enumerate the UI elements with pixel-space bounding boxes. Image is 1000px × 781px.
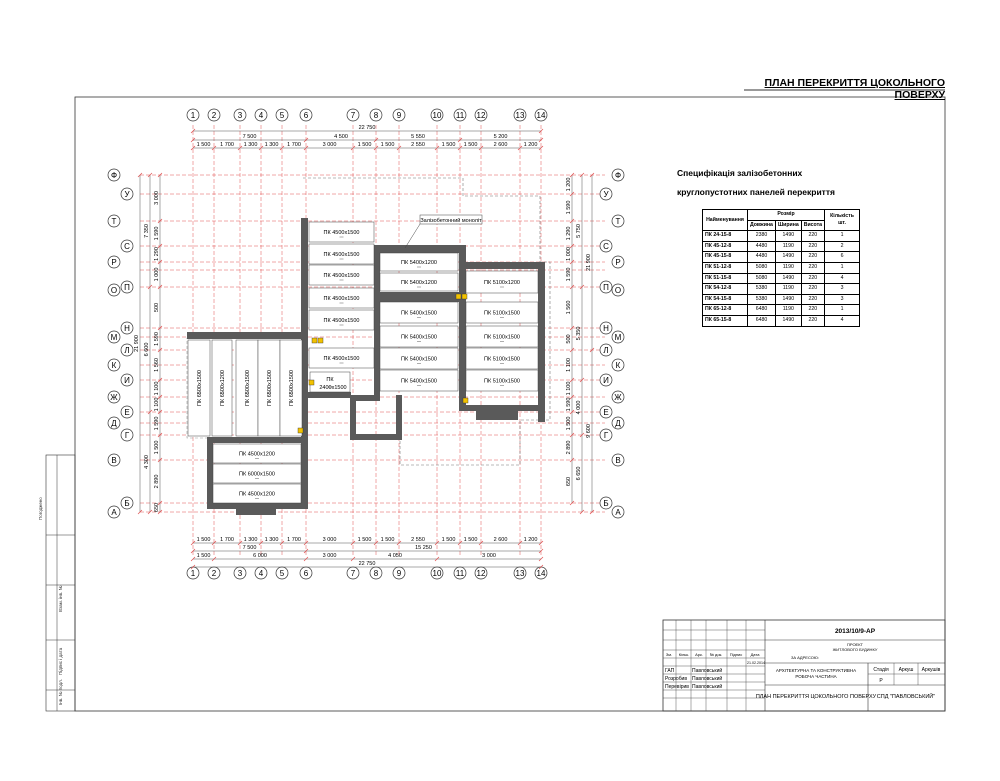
dim-right-col3-label: 21 900 — [586, 254, 592, 271]
spec-cell-width: 1190 — [775, 241, 801, 252]
monolith-label: Залізобетонний моноліт — [420, 218, 482, 224]
axis-number-label: 13 — [515, 569, 525, 578]
axis-letter-label: П — [603, 283, 609, 292]
spec-cell-height: 220 — [801, 273, 824, 284]
dim-right-col2-label: 6 650 — [576, 466, 582, 481]
panel-5400-label: ПК 5400x1200 — [401, 280, 437, 286]
dim-bottom-row2a-label: 15 250 — [415, 545, 432, 551]
spec-cell-name: ПК 51-15-8 — [703, 273, 748, 284]
spec-cell-name: ПК 54-15-8 — [703, 294, 748, 305]
dim-left-col1-label: 3 000 — [154, 191, 160, 205]
stamp-project2: ЖИТЛОВОГО БУДИНКУ — [832, 647, 878, 652]
spec-cell-qty: 2 — [825, 241, 860, 252]
spec-cell-name: ПК 65-12-8 — [703, 305, 748, 316]
axis-number-label: 11 — [455, 111, 465, 120]
panel-6500-label: ПК 6500x1200 — [220, 370, 226, 406]
panel-2400-label1: ПК — [326, 377, 334, 383]
dim-bottom-row2b-label: 3 000 — [322, 553, 337, 559]
spec-cell-width: 1190 — [775, 305, 801, 316]
dim-bottom-row1-label: 1 700 — [287, 537, 301, 543]
stamp-role: Розробив — [665, 676, 688, 682]
dim-bottom-row2b-label: 3 000 — [482, 553, 496, 559]
stamp-head: № док. — [709, 652, 723, 657]
axis-number-label: 14 — [536, 111, 546, 120]
dim-bottom-total-label: 22 750 — [358, 561, 376, 567]
axis-letter-label: В — [615, 456, 621, 465]
axis-number-label: 12 — [476, 111, 486, 120]
spec-cell-width: 1490 — [775, 294, 801, 305]
panel-5100-label: ПК 5100x1500 — [484, 310, 520, 317]
stamp-role: Перевірив — [665, 684, 689, 690]
axis-number-label: 9 — [396, 111, 402, 120]
spec-row — [703, 273, 860, 284]
panel-2400-label2: 2400x1500 — [319, 385, 347, 391]
dim-left-col1-label: 1 560 — [154, 358, 160, 372]
spec-row — [703, 315, 860, 326]
dim-bottom-row2a-label: 7 500 — [242, 545, 257, 551]
spec-cell-name: ПК 51-12-8 — [703, 262, 748, 273]
dim-left-col1-label: 1 590 — [154, 332, 160, 346]
dim-top-row2-label: 1 500 — [357, 142, 372, 148]
panel-5400-label: ПК 5400x1500 — [401, 356, 437, 363]
axis-letter-label: Л — [124, 346, 130, 355]
dim-bottom-row2b-label: 6 000 — [253, 553, 267, 559]
spec-row — [703, 231, 860, 242]
dim-left-col2-label: 7 350 — [144, 224, 150, 238]
stamp-sheets-head: Аркушів — [921, 667, 941, 673]
stamp-head: Зм. — [665, 652, 673, 657]
axis-letter-label: У — [603, 190, 609, 199]
stamp-part2: РОБОЧА ЧАСТИНА — [795, 674, 837, 679]
spec-title-line1: Специфікація залізобетонних — [677, 168, 803, 178]
dim-right-col2-label: 5 350 — [576, 326, 582, 341]
axis-letter-label: Р — [111, 258, 117, 267]
wall — [396, 395, 402, 440]
axis-number-label: 5 — [279, 111, 285, 120]
wall — [207, 437, 213, 507]
spec-cell-length: 6480 — [748, 305, 776, 316]
axis-letter-label: Н — [124, 324, 130, 333]
dim-bottom-row1-label: 1 500 — [441, 537, 456, 543]
anchor-marker — [298, 428, 303, 433]
axis-letter-label: Л — [603, 346, 609, 355]
spec-cell-name: ПК 45-15-8 — [703, 252, 748, 263]
dim-top-row2-label: 2 600 — [493, 142, 508, 148]
monolith-leader — [405, 224, 420, 248]
axis-letter-label: Ф — [614, 171, 622, 180]
dim-bottom-row1-label: 1 300 — [264, 537, 279, 543]
dim-right-col1-label: 1 000 — [566, 247, 572, 261]
spec-cell-qty: 6 — [825, 252, 860, 263]
spec-cell-qty: 1 — [825, 262, 860, 273]
spec-cell-length: 2380 — [748, 231, 776, 242]
axis-number-label: 2 — [211, 111, 217, 120]
spec-head-width: Ширина — [775, 220, 801, 231]
anchor-marker — [462, 294, 467, 299]
dim-bottom-row1-label: 2 550 — [411, 537, 425, 543]
dim-bottom-row1-label: 1 500 — [196, 537, 211, 543]
spec-cell-length: 5080 — [748, 262, 776, 273]
axis-number-label: 3 — [237, 111, 243, 120]
wall — [350, 434, 402, 440]
axis-number-label: 4 — [258, 569, 264, 578]
stamp-project1: ПРОЕКТ — [846, 642, 864, 647]
wall — [476, 410, 518, 420]
dim-top-row1-label: 5 550 — [411, 134, 425, 140]
spec-cell-qty: 1 — [825, 231, 860, 242]
dim-right-col1-label: 1 100 — [566, 381, 572, 396]
axis-letter-label: К — [615, 361, 621, 370]
axis-letter-label: А — [615, 508, 621, 517]
spec-cell-qty: 4 — [825, 315, 860, 326]
wall — [350, 395, 356, 440]
panel-bottom-label: ПК 4500x1200 — [239, 451, 275, 458]
dim-left-col1-label: 1 000 — [154, 267, 160, 282]
spec-row — [703, 241, 860, 252]
axis-letter-label: М — [110, 333, 118, 342]
dim-left-col3-label: 21 900 — [134, 335, 140, 352]
axis-letter-label: Т — [615, 217, 621, 226]
spec-row — [703, 284, 860, 295]
spec-cell-height: 220 — [801, 305, 824, 316]
axis-letter-label: Д — [111, 419, 117, 428]
wall — [459, 262, 544, 269]
dim-right-col1-label: 650 — [566, 476, 572, 487]
axis-letter-label: У — [124, 190, 130, 199]
axis-number-label: 10 — [432, 111, 442, 120]
axis-number-label: 8 — [373, 111, 379, 120]
panel-6500-label: ПК 6500x1500 — [197, 370, 203, 406]
dim-bottom-row1-label: 2 600 — [493, 537, 508, 543]
spec-cell-qty: 1 — [825, 305, 860, 316]
panel-5100-label: ПК 5100x1200 — [484, 280, 520, 286]
spec-cell-name: ПК 24-15-8 — [703, 231, 748, 242]
axis-letter-label: Т — [111, 217, 117, 226]
axis-letter-label: П — [124, 283, 130, 292]
axis-letter-label: М — [614, 333, 622, 342]
panel-4500-label: ПК 4500x1500 — [323, 296, 360, 302]
axis-letter-label: О — [614, 286, 622, 295]
dim-left-col1-label: 1 290 — [154, 247, 160, 261]
axis-letter-label: Н — [603, 324, 609, 333]
spec-head-size: Розмір — [748, 210, 825, 221]
axis-number-label: 7 — [350, 111, 356, 120]
dim-right-col1-label: 1 590 — [566, 397, 572, 412]
stamp-head: Кільк. — [678, 652, 690, 657]
wall — [236, 507, 276, 515]
axis-number-label: 3 — [237, 569, 243, 578]
axis-number-label: 5 — [279, 569, 285, 578]
wall — [306, 392, 351, 398]
spec-cell-qty: 3 — [825, 284, 860, 295]
dim-top-row2-label: 1 700 — [287, 142, 301, 148]
dim-left-col2-label: 4 300 — [144, 455, 150, 469]
dim-right-col1-label: 1 560 — [566, 300, 572, 315]
panel-5400-label: ПК 5400x1500 — [401, 334, 437, 341]
dim-right-col2-label: 5 750 — [576, 224, 582, 238]
spec-cell-length: 5080 — [748, 273, 776, 284]
dim-right-col1-label: 1 500 — [566, 416, 572, 431]
axis-letter-label: Ф — [110, 171, 118, 180]
spec-cell-height: 220 — [801, 262, 824, 273]
anchor-marker — [312, 338, 317, 343]
dim-top-row2-label: 1 200 — [523, 142, 538, 148]
spec-cell-qty: 3 — [825, 294, 860, 305]
axis-letter-label: Е — [603, 408, 609, 417]
axis-letter-label: Ж — [110, 393, 118, 402]
spec-cell-width: 1190 — [775, 284, 801, 295]
dim-top-row2-label: 1 300 — [243, 142, 258, 148]
dim-right-col1-label: 1 590 — [566, 200, 572, 215]
dim-left-col1-label: 650 — [154, 502, 160, 513]
side-label-replaced: Взам. інв. № — [58, 585, 63, 612]
dim-right-col1-label: 1 100 — [566, 358, 572, 372]
dim-left-col2-label: 6 600 — [144, 342, 150, 357]
axis-number-label: 2 — [211, 569, 217, 578]
dim-right-col1-label: 1 290 — [566, 226, 572, 241]
axis-letter-label: В — [111, 456, 117, 465]
axis-letter-label: О — [110, 286, 118, 295]
axis-number-label: 1 — [190, 569, 196, 578]
stamp-head: Підпис — [729, 652, 743, 657]
dim-right-col1-label: 500 — [566, 334, 572, 344]
axis-number-label: 14 — [536, 569, 546, 578]
dim-left-col1-label: 500 — [154, 302, 160, 313]
spec-row — [703, 252, 860, 263]
anchor-marker — [463, 398, 468, 403]
spec-cell-height: 220 — [801, 252, 824, 263]
stamp-date: 21.02.2014 — [747, 661, 765, 665]
panel-5400-label: ПК 5400x1500 — [401, 310, 437, 317]
panel-6500-label: ПК 6500x1500 — [245, 370, 251, 406]
dim-top-row2-label: 1 500 — [196, 142, 211, 148]
axis-letter-label: Ж — [614, 393, 622, 402]
dim-bottom-row1-label: 1 700 — [220, 537, 234, 543]
panel-bottom-label: ПК 4500x1200 — [239, 491, 275, 498]
dim-left-col1-label: 2 890 — [154, 474, 160, 489]
spec-cell-height: 220 — [801, 284, 824, 295]
axis-number-label: 1 — [190, 111, 196, 120]
axis-letter-label: Е — [124, 408, 130, 417]
axis-letter-label: Р — [615, 258, 621, 267]
spec-head-length: Довжина — [748, 220, 776, 231]
spec-row — [703, 294, 860, 305]
axis-letter-label: Б — [124, 499, 130, 508]
stamp-sheet-head: Аркуш — [898, 667, 914, 673]
panel-5100-label: ПК 5100x1500 — [484, 378, 520, 385]
stamp-part1: АРХІТЕКТУРНА ТА КОНСТРУКТИВНА — [775, 668, 857, 673]
spec-cell-length: 4480 — [748, 241, 776, 252]
stamp-name: Павловський — [692, 676, 723, 682]
spec-cell-height: 220 — [801, 315, 824, 326]
wall — [187, 332, 307, 339]
spec-head-height: Висота — [801, 220, 824, 231]
anchor-marker — [456, 294, 461, 299]
spec-cell-width: 1190 — [775, 262, 801, 273]
dim-bottom-row1-label: 1 200 — [523, 537, 538, 543]
stamp-drawing-name: ПЛАН ПЕРЕКРИТТЯ ЦОКОЛЬНОГО ПОВЕРХУ — [755, 694, 877, 700]
axis-letter-label: Г — [124, 431, 130, 440]
spec-cell-length: 6480 — [748, 315, 776, 326]
axis-number-label: 6 — [303, 569, 309, 578]
spec-table — [702, 209, 860, 327]
spec-row — [703, 262, 860, 273]
dim-bottom-row2b-label: 1 500 — [196, 553, 211, 559]
stamp-role: ГАП — [665, 668, 675, 674]
axis-letter-label: Д — [615, 419, 621, 428]
spec-cell-height: 220 — [801, 294, 824, 305]
panel-bottom-label: ПК 6000x1500 — [239, 471, 275, 478]
dim-right-col3-label: 9 600 — [586, 424, 592, 438]
axis-letter-label: Г — [603, 431, 609, 440]
stamp-company: СПД "ПАВЛОВСЬКИЙ" — [876, 694, 936, 700]
wall — [374, 292, 464, 302]
dim-bottom-row1-label: 1 500 — [463, 537, 478, 543]
dim-bottom-row1-label: 1 500 — [357, 537, 372, 543]
spec-head-qty: Кількість шт. — [825, 210, 860, 231]
wall — [207, 437, 307, 443]
spec-row — [703, 305, 860, 316]
stamp-name: Павловський — [692, 684, 723, 690]
spec-cell-width: 1490 — [775, 231, 801, 242]
panel-4500-label: ПК 4500x1500 — [323, 318, 360, 324]
spec-cell-name: ПК 45-12-8 — [703, 241, 748, 252]
stamp-code: 2013/10/9-АР — [834, 628, 876, 635]
panel-6500-label: ПК 6500x1500 — [267, 370, 273, 406]
axis-letter-label: И — [124, 376, 130, 385]
dim-top-row2-label: 1 700 — [220, 142, 234, 148]
dim-right-col1-label: 1 590 — [566, 267, 572, 282]
dim-left-col1-label: 1 590 — [154, 416, 160, 431]
axis-letter-label: С — [603, 242, 609, 251]
spec-cell-height: 220 — [801, 241, 824, 252]
panel-4500-label: ПК 4500x1500 — [323, 252, 360, 258]
spec-cell-length: 4480 — [748, 252, 776, 263]
axis-number-label: 7 — [350, 569, 356, 578]
axis-number-label: 6 — [303, 111, 309, 120]
axis-number-label: 8 — [373, 569, 379, 578]
spec-cell-length: 5380 — [748, 284, 776, 295]
stamp-address: ЗА АДРЕСОЮ: — [790, 655, 820, 660]
dim-right-col2-label: 4 000 — [576, 400, 582, 415]
stamp-stage-head: Стадія — [873, 667, 889, 673]
axis-letter-label: Б — [603, 499, 609, 508]
dim-top-total-label: 22 750 — [358, 125, 376, 131]
wall — [374, 245, 380, 395]
spec-cell-width: 1490 — [775, 315, 801, 326]
panel-5100-label: ПК 5100x1500 — [484, 356, 520, 363]
anchor-marker — [318, 338, 323, 343]
dim-top-row2-label: 1 500 — [441, 142, 456, 148]
dim-bottom-row2b-label: 4 050 — [388, 553, 402, 559]
axis-letter-label: А — [111, 508, 117, 517]
panel-4500-label: ПК 4500x1500 — [323, 273, 360, 279]
dim-left-col1-label: 1 100 — [154, 397, 160, 412]
panel-4500-label: ПК 4500x1500 — [323, 356, 360, 362]
axis-number-label: 11 — [455, 569, 465, 578]
dim-right-col1-label: 1 200 — [566, 177, 572, 192]
stamp-head: Дата — [750, 652, 760, 657]
side-label-agreed: Погоджено — [38, 497, 43, 520]
axis-letter-label: И — [603, 376, 609, 385]
side-label-signature-date: Підпис і дата — [58, 647, 63, 675]
dim-bottom-row1-label: 1 300 — [243, 537, 258, 543]
spec-cell-height: 220 — [801, 231, 824, 242]
dim-top-row2-label: 2 550 — [411, 142, 425, 148]
axis-letter-label: К — [111, 361, 117, 370]
axis-number-label: 13 — [515, 111, 525, 120]
spec-head-name: Найменування — [703, 210, 748, 231]
spec-cell-name: ПК 65-15-8 — [703, 315, 748, 326]
dim-bottom-row1-label: 1 500 — [380, 537, 395, 543]
axis-number-label: 10 — [432, 569, 442, 578]
dim-right-col1-label: 2 890 — [566, 440, 572, 455]
dim-top-row1-label: 5 200 — [493, 134, 508, 140]
spec-title-line2: круглопустотних панелей перекриття — [677, 187, 835, 197]
stamp-stage: Р — [879, 678, 883, 684]
specification-block — [672, 168, 872, 327]
panel-5400-label: ПК 5400x1500 — [401, 378, 437, 385]
axis-number-label: 4 — [258, 111, 264, 120]
sheet-title: ПЛАН ПЕРЕКРИТТЯ ЦОКОЛЬНОГО ПОВЕРХУ — [764, 77, 945, 101]
panel-4500-label: ПК 4500x1500 — [323, 230, 360, 236]
dim-left-col1-label: 1 590 — [154, 226, 160, 241]
wall — [374, 245, 464, 253]
spec-cell-length: 5380 — [748, 294, 776, 305]
dim-top-row2-label: 3 000 — [322, 142, 337, 148]
wall — [538, 262, 545, 422]
spec-cell-width: 1490 — [775, 273, 801, 284]
spec-cell-name: ПК 54-12-8 — [703, 284, 748, 295]
wall — [459, 245, 466, 410]
spec-cell-qty: 4 — [825, 273, 860, 284]
panel-5400-label: ПК 5400x1200 — [401, 260, 437, 266]
dim-top-row2-label: 1 300 — [264, 142, 279, 148]
anchor-marker — [309, 380, 314, 385]
wall — [301, 437, 308, 509]
panel-5100-label: ПК 5100x1500 — [484, 334, 520, 341]
dim-left-col1-label: 1 500 — [154, 440, 160, 455]
axis-number-label: 9 — [396, 569, 402, 578]
dim-top-row1-label: 4 500 — [334, 134, 348, 140]
dim-left-col1-label: 1 100 — [154, 381, 160, 396]
dim-top-row1-label: 7 500 — [242, 134, 257, 140]
dim-top-row2-label: 1 500 — [380, 142, 395, 148]
dim-bottom-row1-label: 3 000 — [322, 537, 337, 543]
stamp-head: Арк. — [695, 652, 703, 657]
axis-letter-label: С — [124, 242, 130, 251]
side-label-inventory: Інв. № подл. — [58, 678, 63, 705]
stamp-name: Павловський — [692, 668, 723, 674]
dim-top-row2-label: 1 500 — [463, 142, 478, 148]
panel-6500-label: ПК 6500x1500 — [289, 370, 295, 406]
spec-cell-width: 1490 — [775, 252, 801, 263]
axis-number-label: 12 — [476, 569, 486, 578]
